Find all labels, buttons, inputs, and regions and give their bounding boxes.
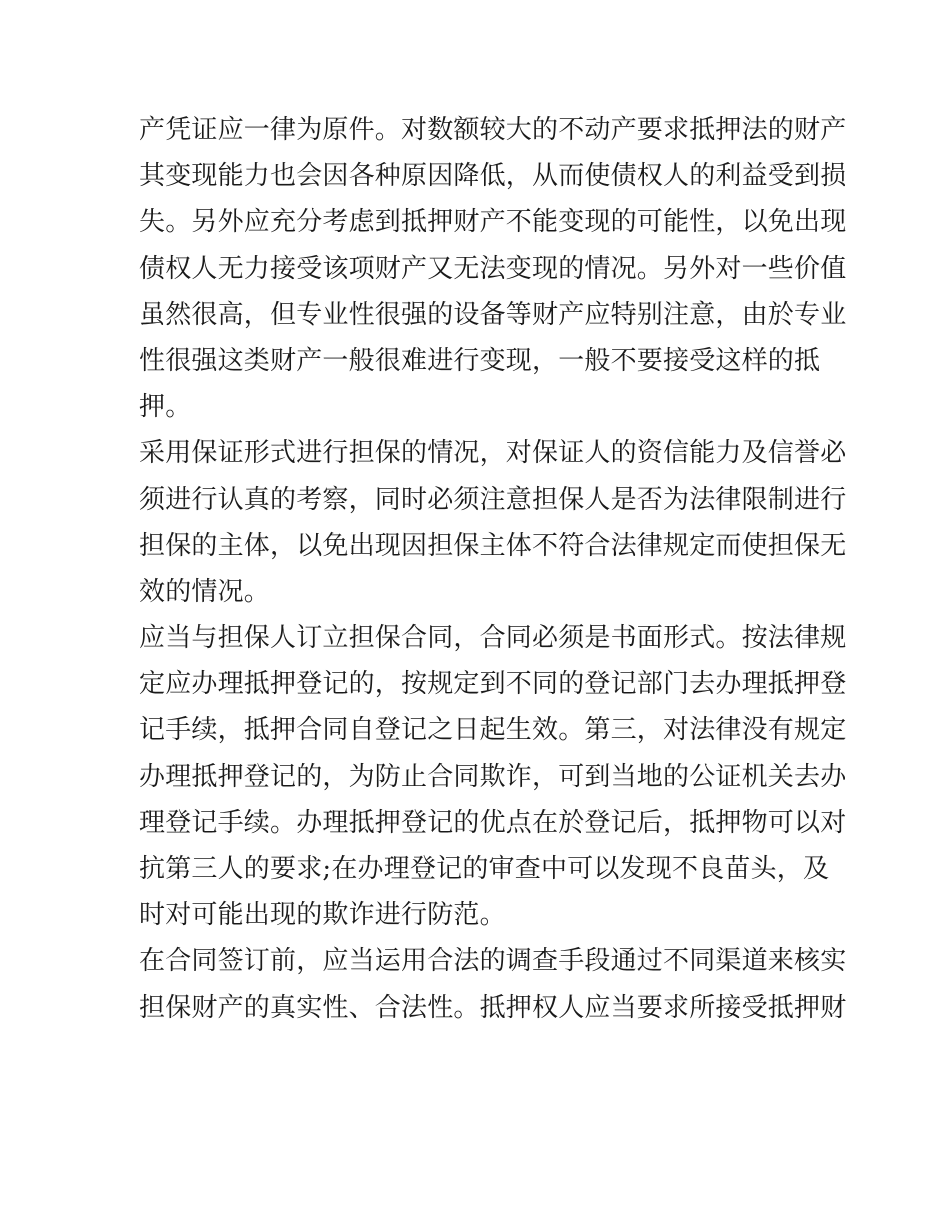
text-line: 性很强这类财产一般很难进行变现，一般不要接受这样的抵 (139, 345, 821, 376)
paragraph (139, 615, 847, 938)
text-line: 虽然很高，但专业性很强的设备等财产应特别注意，由於专业 (139, 299, 847, 330)
text-line: 失。另外应充分考虑到抵押财产不能变现的可能性，以免出现 (139, 207, 847, 238)
paragraph (139, 430, 847, 615)
text-line: 应当与担保人订立担保合同，合同必须是书面形式。按法律规 (139, 623, 847, 654)
text-line: 担保财产的真实性、合法性。抵押权人应当要求所接受抵押财 (139, 992, 847, 1023)
text-line: 其变现能力也会因各种原因降低，从而使债权人的利益受到损 (139, 161, 847, 192)
text-line: 采用保证形式进行担保的情况，对保证人的资信能力及信誉必 (139, 438, 847, 469)
document-body (139, 107, 847, 1031)
text-line: 担保的主体，以免出现因担保主体不符合法律规定而使担保无 (139, 530, 847, 561)
text-line: 定应办理抵押登记的，按规定到不同的登记部门去办理抵押登 (139, 669, 847, 700)
text-line: 记手续，抵押合同自登记之日起生效。第三，对法律没有规定 (139, 715, 847, 746)
text-line: 债权人无力接受该项财产又无法变现的情况。另外对一些价值 (139, 253, 847, 284)
paragraph (139, 938, 847, 1030)
text-line: 产凭证应一律为原件。对数额较大的不动产要求抵押法的财产 (139, 115, 847, 145)
text-line: 须进行认真的考察，同时必须注意担保人是否为法律限制进行 (139, 484, 847, 515)
text-line: 理登记手续。办理抵押登记的优点在於登记后，抵押物可以对 (139, 807, 847, 838)
text-line: 抗第三人的要求;在办理登记的审查中可以发现不良苗头，及 (139, 854, 830, 884)
text-line: 时对可能出现的欺诈进行防范。 (139, 900, 506, 931)
text-line: 办理抵押登记的，为防止合同欺诈，可到当地的公证机关去办 (139, 761, 847, 792)
text-line: 押。 (139, 392, 192, 423)
text-line: 效的情况。 (139, 576, 271, 607)
paragraph (139, 107, 847, 430)
text-line: 在合同签订前，应当运用合法的调查手段通过不同渠道来核实 (139, 946, 847, 977)
